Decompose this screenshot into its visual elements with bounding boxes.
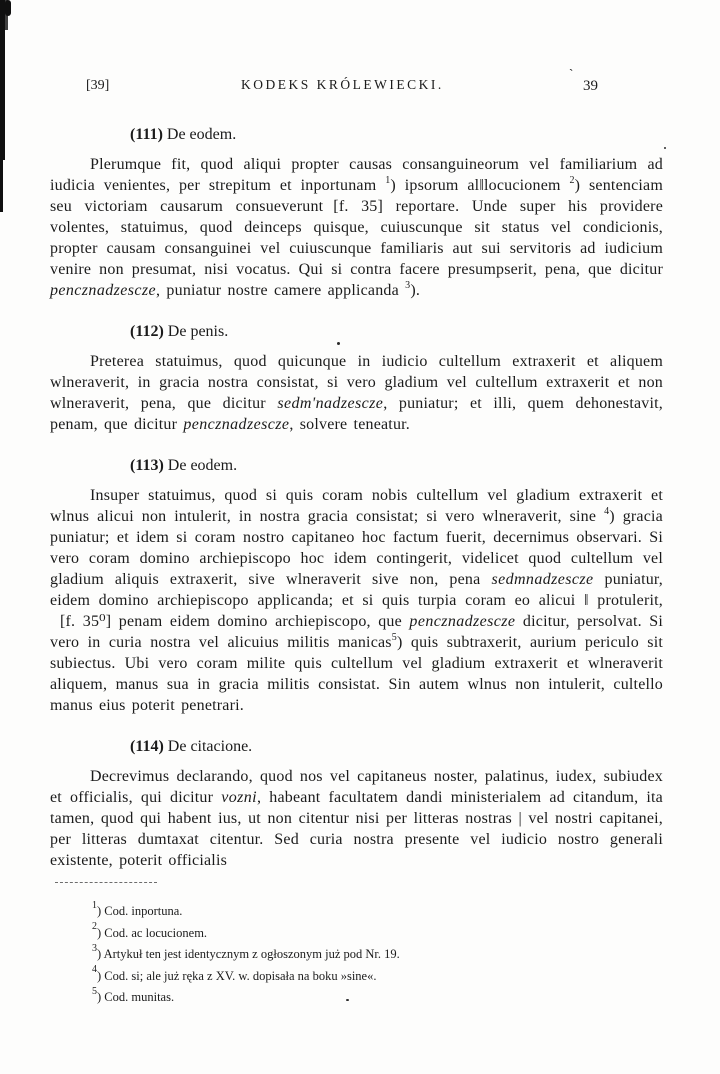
text-run: Insuper statuimus, quod si quis coram nobis cultellum vel gladium extraxerit et wlnus alicui non intulerit, in nostra gracia consistat; si vero wlneraverit, sine — [50, 487, 663, 525]
section-title: De eodem. — [162, 126, 237, 143]
text-run: dicitur, persolvat. Si vero in curia nostra vel alicuius militis manicas — [50, 613, 664, 651]
text-run: ). — [410, 282, 421, 299]
footnote-paren: ) — [97, 947, 104, 961]
footnote-ref: 2 — [569, 174, 575, 186]
footnotes — [92, 901, 652, 1009]
footnote-separator — [55, 882, 157, 883]
text-run: ) gracia puniatur; et idem si coram nostro capitaneo hoc factum fuerit, decernimus observari. Si vero coram domino archiepiscopo hoc idem contingerit, videlicet quod cultellum vel gladium aliquis extraxerit, sive wlneraverit sive non, pena — [50, 508, 663, 588]
text-run: , solvere teneatur. — [289, 416, 410, 433]
binding-edge-artifact — [5, 0, 8, 30]
footnote-ref: 5 — [391, 631, 397, 643]
section-title: De citacione. — [163, 738, 253, 755]
document-body — [50, 118, 663, 871]
footnote-text: Cod. ac locucionem. — [104, 925, 208, 940]
footnote-item — [92, 923, 652, 945]
section-number: (113) — [130, 457, 164, 474]
paragraph — [50, 485, 663, 716]
footnote-ref: 3 — [405, 279, 411, 291]
text-run: reportare. Unde super his providere volentes, statuimus, quod deinceps quisque, cuiuscunque sit status vel condicionis, propter causam consanguinei vel cuiuscunque familiaris aut sui servitoris ad iudicium venire non presumat, nisi vocatus. Qui si contra facere presumpserit, pena, que dicitur — [50, 198, 663, 278]
text-run: Decrevimus declarando, quod nos vel capitaneus noster, palatinus, iudex, subiudex et officialis, qui dicitur — [50, 768, 663, 806]
footnote-mark: 3 — [92, 942, 97, 954]
footnote-paren: ) — [97, 990, 105, 1004]
text-run: Plerumque fit, quod aliqui propter causas consanguineorum vel familiarium ad iudicia venientes, per strepitum et inportunam — [50, 156, 663, 194]
section-title: De eodem. — [163, 457, 238, 474]
running-title: KODEKS KRÓLEWIECKI. — [241, 77, 444, 92]
folio-bracket-left: [39] — [86, 78, 110, 93]
text-run: puniatur, eidem domino archiepiscopo applicanda; et si quis turpia coram eo alicui ‖ protulerit, — [50, 571, 663, 609]
text-run: ) sentenciam seu victoriam causarum consueverunt — [50, 177, 663, 215]
section-heading — [130, 455, 663, 476]
section-title: De penis. — [163, 323, 229, 340]
footnote-item — [92, 944, 652, 966]
section-heading — [130, 736, 663, 757]
text-run: ) ipsorum al‖locucionem — [390, 177, 570, 194]
text-run: penam eidem domino archiepiscopo, que — [111, 613, 410, 630]
latin-term-italic: sedmnadzescze — [491, 571, 594, 588]
scan-accent-mark: ˋ — [569, 66, 574, 81]
footnote-item — [92, 901, 652, 923]
page-number: 39 — [583, 78, 598, 94]
paragraph — [50, 766, 663, 871]
latin-term-italic: pencznadzescze — [50, 282, 157, 299]
footnote-paren: ) — [97, 925, 105, 940]
latin-term-italic: vozni — [221, 789, 258, 806]
paragraph — [50, 154, 663, 301]
footnote-mark: 4 — [92, 964, 97, 976]
footnote-text: Cod. munitas. — [104, 990, 175, 1004]
latin-term-italic: pencznadzescze — [183, 416, 290, 433]
text-run: Preterea statuimus, quod quicunque in iudicio cultellum extraxerit et aliquem wlneraverit, in gracia nostra consistat, si vero gladium vel cultellum extraxerit et non wlneraverit, pena, que dicitur — [50, 353, 663, 412]
footnote-item — [92, 966, 652, 988]
section-heading — [130, 321, 663, 342]
section-number: (112) — [130, 323, 164, 340]
footnote-mark: 2 — [92, 921, 97, 933]
footnote-paren: ) — [97, 968, 105, 983]
footnote-ref: 1 — [385, 174, 391, 186]
footnote-mark: 1 — [92, 899, 97, 911]
footnote-mark: 5 — [92, 985, 97, 997]
footnote-text: Cod. si; ale już ręka z XV. w. dopisała na boku »sine«. — [104, 968, 377, 983]
section-heading — [130, 124, 663, 145]
section-number: (111) — [130, 126, 163, 143]
text-run: ) quis subtraxerit, aurium periculo sit subiectus. Ubi vero coram milite quis cultellum vel gladium extraxerit et wlneraverit aliquem, manus sua in gracia militis consistat. Sin autem wlnus non intulerit, cultello manus eius poterit penetrari. — [50, 634, 663, 714]
text-run: , puniatur; et illi, quem dehonestavit, penam, que dicitur — [50, 395, 663, 433]
footnote-ref: 4 — [604, 505, 610, 517]
latin-term-italic: sedm'nadzescze — [277, 395, 384, 412]
text-run: , habeant facultatem dandi ministerialem ad citandum, ita tamen, quod qui habent ius, ut non citentur nisi per litteras nostras | vel nostri capitanei, per litteras dumtaxat citentur. Sed curia nostra presente vel iudicio nostro generali existente, poterit officialis — [50, 789, 663, 869]
latin-term-italic: pencznadzescze — [409, 613, 516, 630]
footnote-text: Artykuł ten jest identycznym z ogłoszonym już pod Nr. 19. — [103, 947, 400, 961]
scan-speck — [664, 147, 666, 149]
folio-ref: [f. 35⁰] — [60, 613, 112, 630]
paragraph — [50, 351, 663, 435]
footnote-paren: ) — [97, 904, 105, 918]
folio-ref: [f. 35] — [333, 198, 384, 215]
section-number: (114) — [130, 738, 164, 755]
footnote-item — [92, 987, 652, 1009]
footnote-text: Cod. inportuna. — [104, 904, 183, 918]
text-run: , puniatur nostre camere applicanda — [156, 282, 406, 299]
